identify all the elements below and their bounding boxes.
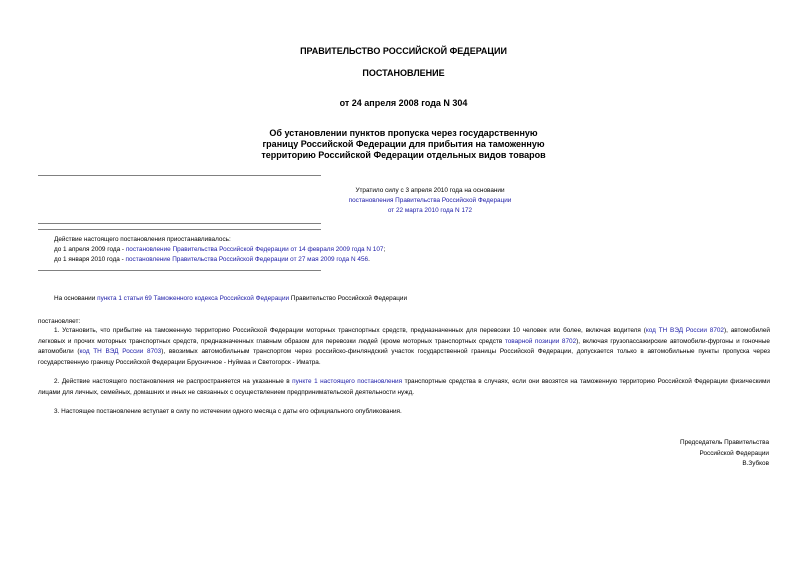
suspension-note xyxy=(54,235,654,265)
code-link[interactable]: товарной позиции 8702 xyxy=(504,337,577,345)
suspension-item-date: до 1 января 2010 года - xyxy=(54,256,126,263)
divider xyxy=(38,270,321,271)
paragraph-text: ), ввозимых автомобильным транспортом через российско-финляндский участок государственной границы Российской Федерации, допускается только в автомобильные пункты пропуска через государственную границу Российской Федерации Брусничное - Нуймаа и Светогорск - Иматра. xyxy=(38,348,770,366)
revocation-note xyxy=(260,186,600,216)
document-type: ПОСТАНОВЛЕНИЕ xyxy=(362,68,445,78)
signer-position: Председатель Правительства xyxy=(680,439,769,446)
decides-text: постановляет: xyxy=(38,318,81,325)
paragraph-text: 1. Установить, что прибытие на таможенную территорию Российской Федерации моторных транспортных средств, предназначенных для перевозки 10 человек или более, включая водителя ( xyxy=(54,327,646,334)
revocation-link[interactable]: от 22 марта 2010 года N 172 xyxy=(387,207,473,214)
paragraph-1 xyxy=(38,326,770,368)
punctuation: . xyxy=(368,256,370,263)
code-link[interactable]: код ТН ВЭД России 8703 xyxy=(79,348,162,356)
suspension-item-date: до 1 апреля 2009 года - xyxy=(54,246,126,253)
paragraph-text: 2. Действие настоящего постановления не распространяется на указанные в xyxy=(54,378,293,385)
divider xyxy=(38,223,321,224)
basis-link[interactable]: пункта 1 статьи 69 Таможенного кодекса Российской Федерации xyxy=(97,295,290,302)
document-title xyxy=(200,128,607,161)
title-line: границу Российской Федерации для прибытия на таможенную xyxy=(262,139,545,149)
suspension-link[interactable]: постановление Правительства Российской Федерации от 27 мая 2009 года N 456 xyxy=(125,256,369,263)
suspension-link[interactable]: постановление Правительства Российской Федерации от 14 февраля 2009 года N 107 xyxy=(125,246,384,253)
title-line: Об установлении пунктов пропуска через государственную xyxy=(269,128,538,138)
document-date-number: от 24 апреля 2008 года N 304 xyxy=(339,98,468,108)
paragraph-text: транспортные средства в случаях, если они ввозятся на таможенную территорию Российской Федерации физическими лицами для личных, семейных, домашних и иных не связанных с осуществлением предпринимательской деятельности нужд. xyxy=(38,378,770,396)
signer-position: Российской Федерации xyxy=(699,449,769,457)
suspension-heading: Действие настоящего постановления приостанавливалось: xyxy=(54,236,231,243)
title-line: территорию Российской Федерации отдельных видов товаров xyxy=(261,150,546,160)
government-heading: ПРАВИТЕЛЬСТВО РОССИЙСКОЙ ФЕДЕРАЦИИ xyxy=(300,46,507,56)
divider xyxy=(38,229,321,230)
basis-paragraph xyxy=(54,294,754,304)
paragraph-text: ), автомобилей легковых и прочих моторных транспортных средств, предназначенных главным образом для перевозки людей (кроме моторных транспортных средств xyxy=(38,327,770,345)
paragraph-3: 3. Настоящее постановление вступает в силу по истечении одного месяца с даты его официального опубликования. xyxy=(54,408,402,415)
revocation-text: Утратило силу с 3 апреля 2010 года на основании xyxy=(355,187,505,194)
basis-text: Правительство Российской Федерации xyxy=(289,295,408,302)
paragraph-text: ), включая грузопассажирские автомобили-фургоны и гоночные автомобили ( xyxy=(38,337,770,356)
code-link[interactable]: код ТН ВЭД России 8702 xyxy=(645,327,724,334)
signer-name: В.Зубков xyxy=(742,460,769,468)
paragraph-2 xyxy=(38,377,770,398)
revocation-link[interactable]: постановления Правительства Российской Федерации xyxy=(348,197,512,204)
suspension-item xyxy=(54,255,654,265)
punctuation: ; xyxy=(383,246,386,253)
basis-text: На основании xyxy=(54,295,98,302)
signature-block xyxy=(569,438,769,470)
divider xyxy=(38,175,321,176)
suspension-item xyxy=(54,245,654,255)
internal-link[interactable]: пункте 1 настоящего постановления xyxy=(292,378,403,385)
